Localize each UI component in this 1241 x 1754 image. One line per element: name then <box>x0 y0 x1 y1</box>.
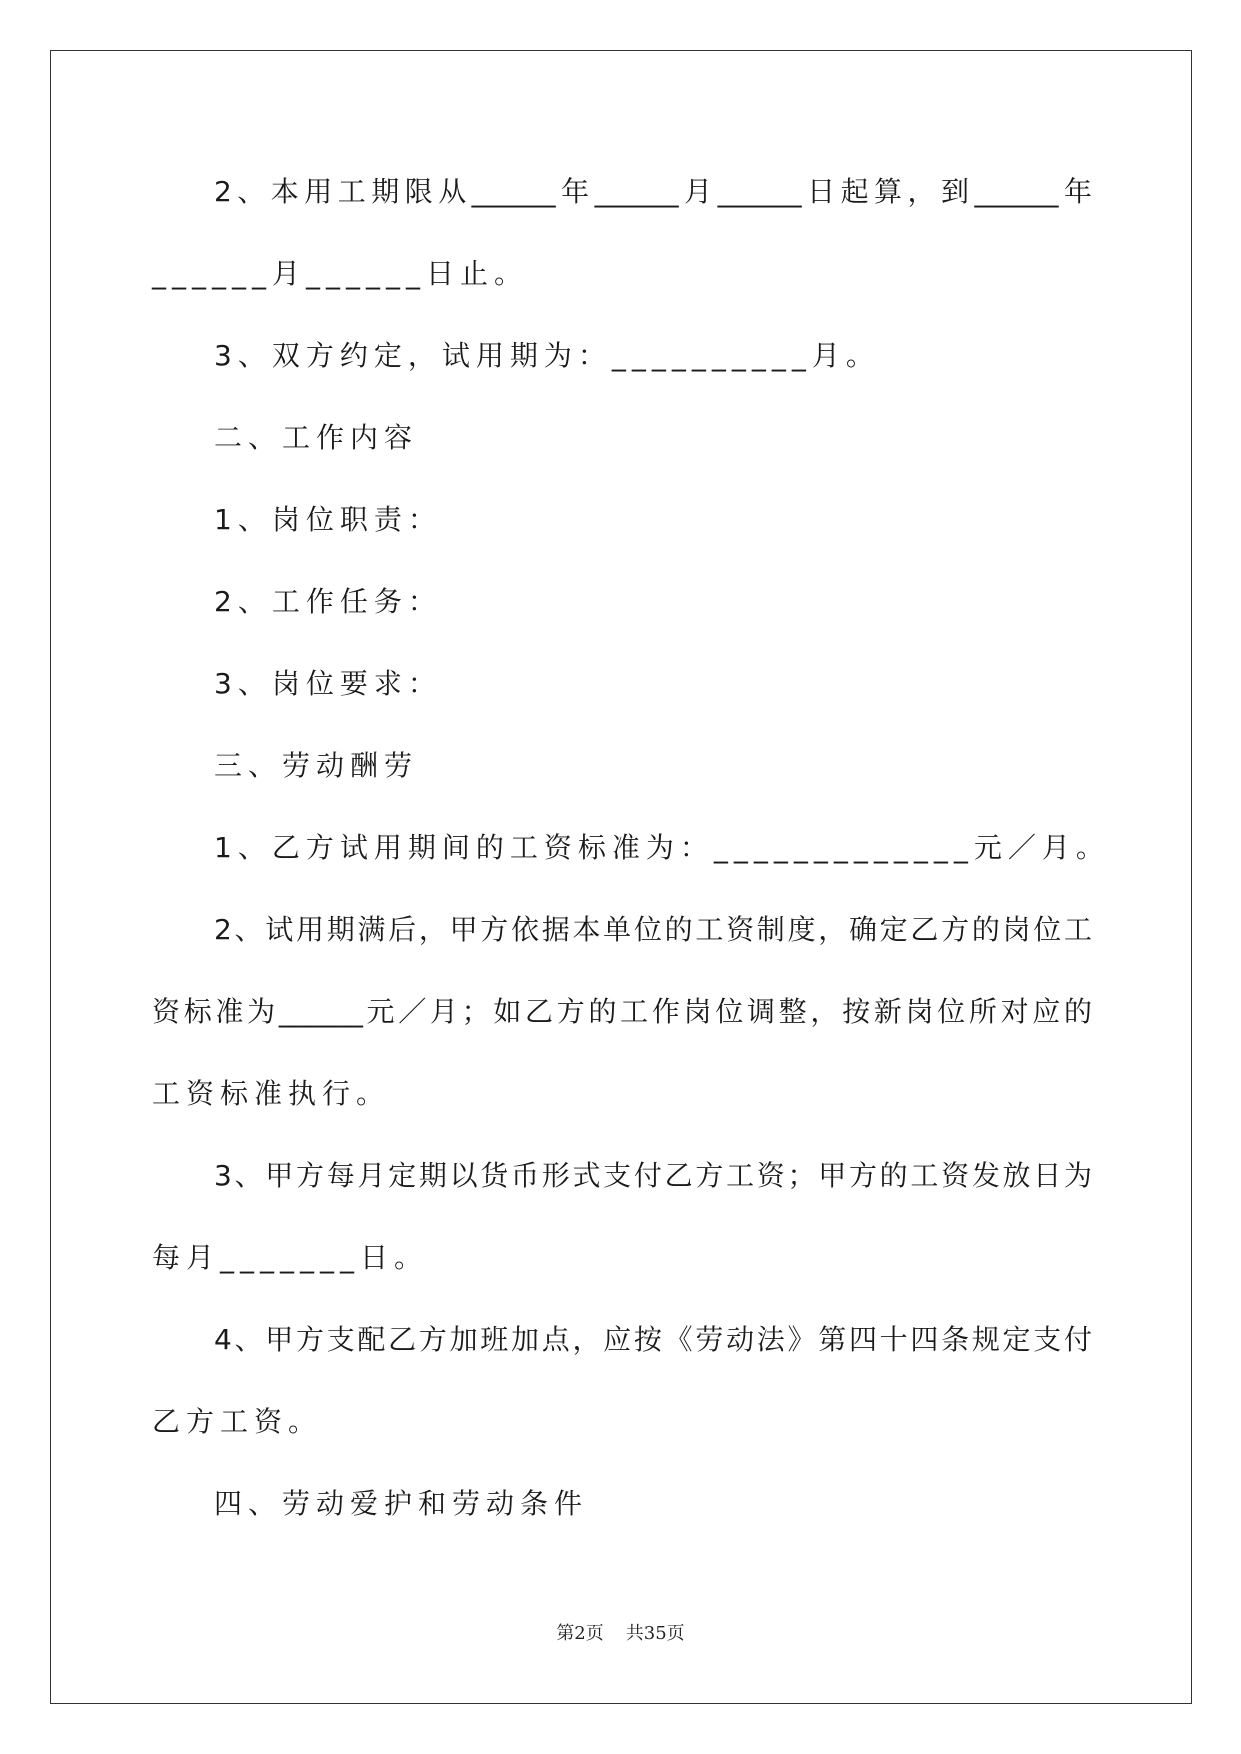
clause-payday-line-1: 3、甲方每月定期以货币形式支付乙方工资；甲方的工资发放日为 <box>214 1159 1092 1192</box>
clause-duties: 1、岗位职责： <box>214 503 442 536</box>
clause-overtime-line-1: 4、甲方支配乙方加班加点，应按《劳动法》第四十四条规定支付 <box>214 1323 1092 1356</box>
clause-probation: 3、双方约定，试用期为：__________月。 <box>214 339 880 372</box>
clause-wage-standard-line-1: 2、试用期满后，甲方依据本单位的工资制度，确定乙方的岗位工 <box>214 913 1092 946</box>
clause-wage-standard-line-2: 资标准为______元／月；如乙方的工作岗位调整，按新岗位所对应的 <box>152 995 1092 1028</box>
section-heading-remuneration: 三、劳动酬劳 <box>214 749 419 782</box>
page-number: 第2页 <box>556 1623 604 1644</box>
page-footer <box>0 1622 1241 1646</box>
clause-probation-wage: 1、乙方试用期间的工资标准为：_____________元／月。 <box>214 831 1110 864</box>
clause-term-line-2: ______月______日止。 <box>152 257 529 290</box>
clause-tasks: 2、工作任务： <box>214 585 442 618</box>
clause-wage-standard-line-3: 工资标准执行。 <box>152 1077 391 1110</box>
section-heading-work-content: 二、工作内容 <box>214 421 419 454</box>
page-total: 共35页 <box>625 1623 685 1644</box>
page-border <box>50 50 1192 1704</box>
clause-payday-line-2: 每月_______日。 <box>152 1241 429 1274</box>
clause-requirements: 3、岗位要求： <box>214 667 442 700</box>
clause-term-line-1: 2、本用工期限从______年______月______日起算，到______年 <box>214 175 1092 208</box>
section-heading-labor-protection: 四、劳动爱护和劳动条件 <box>214 1487 589 1520</box>
clause-overtime-line-2: 乙方工资。 <box>152 1405 323 1438</box>
